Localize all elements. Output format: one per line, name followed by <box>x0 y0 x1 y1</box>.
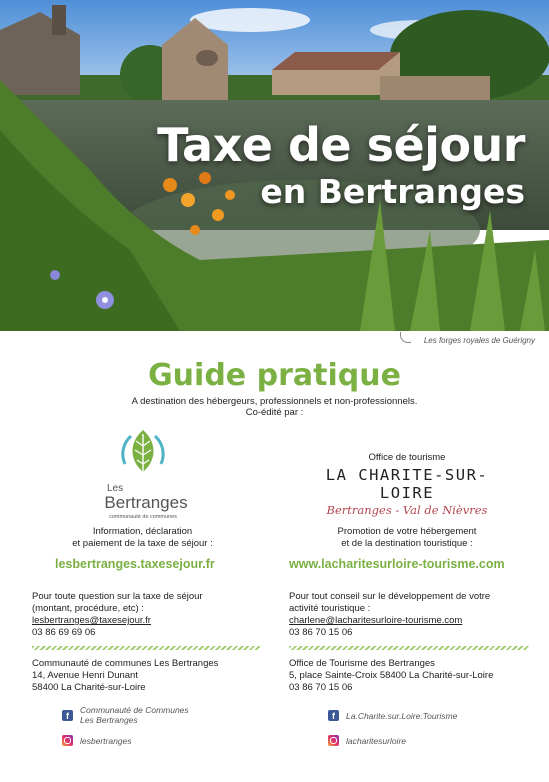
left-contact <box>32 591 272 639</box>
facebook-icon: f <box>328 710 339 721</box>
left-email-link[interactable]: lesbertranges@taxesejour.fr <box>32 615 151 626</box>
office-tourisme-subtitle: Bertranges - Val de Nièvres <box>326 503 488 517</box>
right-phone: 03 86 70 15 06 <box>289 627 353 638</box>
left-intro-line1: Information, déclaration <box>92 526 193 537</box>
left-question-line2: (montant, procédure, etc) : <box>32 603 144 614</box>
left-address-line2: 14, Avenue Henri Dunant <box>32 670 138 681</box>
left-facebook-line1: Communauté de Communes <box>80 705 189 715</box>
right-address <box>289 658 539 694</box>
instagram-icon <box>62 735 73 746</box>
guide-subtitle <box>0 396 549 418</box>
left-website-link[interactable]: lesbertranges.taxesejour.fr <box>55 557 215 571</box>
instagram-icon <box>328 735 339 746</box>
left-divider <box>32 646 260 650</box>
bertranges-name: Bertranges <box>104 493 188 512</box>
bertranges-wordmark <box>101 484 191 511</box>
right-address-line1: Office de Tourisme des Bertranges <box>289 658 435 669</box>
left-address <box>32 658 272 694</box>
photo-caption: Les forges royales de Guérigny <box>423 336 535 345</box>
caption-pointer <box>400 332 411 343</box>
left-address-line1: Communauté de communes Les Bertranges <box>32 658 219 669</box>
hero-title-line2: en Bertranges <box>260 172 525 211</box>
left-facebook-line2: Les Bertranges <box>80 715 138 725</box>
left-instagram-label: lesbertranges <box>80 735 132 746</box>
right-question-line1: Pour tout conseil sur le développement de votre <box>289 591 491 602</box>
left-address-line3: 58400 La Charité-sur-Loire <box>32 682 146 693</box>
left-question-line1: Pour toute question sur la taxe de séjour <box>32 591 203 602</box>
right-intro <box>300 526 514 550</box>
guide-subtitle-line2: Co-édité par : <box>245 407 304 418</box>
office-tourisme-label: Office de tourisme <box>368 452 446 463</box>
bertranges-leaf-icon <box>93 424 193 484</box>
facebook-icon: f <box>62 710 73 721</box>
bertranges-les: Les <box>107 483 124 494</box>
left-instagram-link[interactable] <box>62 735 132 746</box>
hero-photo <box>0 0 549 331</box>
right-facebook-label: La.Charite.sur.Loire.Tourisme <box>346 710 458 721</box>
right-divider <box>289 646 529 650</box>
hero-title-line1: Taxe de séjour <box>157 118 525 172</box>
right-website-link[interactable]: www.lacharitesurloire-tourisme.com <box>289 557 505 571</box>
right-address-line3: 03 86 70 15 06 <box>289 682 353 693</box>
left-phone: 03 86 69 69 06 <box>32 627 96 638</box>
bertranges-tagline: communauté de communes <box>109 514 177 520</box>
right-facebook-link[interactable] <box>328 710 457 721</box>
office-tourisme-city: LA CHARITE-SUR-LOIRE <box>325 466 489 502</box>
guide-title: Guide pratique <box>148 358 401 393</box>
right-instagram-label: lacharitesurloire <box>346 735 406 746</box>
right-question-line2: activité touristique : <box>289 603 371 614</box>
right-email-link[interactable]: charlene@lacharitesurloire-tourisme.com <box>289 615 463 626</box>
guide-subtitle-line1: A destination des hébergeurs, professionnels et non-professionnels. <box>131 396 418 407</box>
right-intro-line2: et de la destination touristique : <box>341 538 473 549</box>
left-facebook-link[interactable] <box>62 705 189 725</box>
right-address-line2: 5, place Sainte-Croix 58400 La Charité-sur-Loire <box>289 670 494 681</box>
right-instagram-link[interactable] <box>328 735 406 746</box>
left-facebook-label <box>80 705 189 725</box>
right-contact <box>289 591 529 639</box>
office-tourisme-logo <box>300 452 514 517</box>
bertranges-logo <box>93 424 193 520</box>
hero-title <box>157 118 525 212</box>
left-intro <box>40 526 245 550</box>
left-intro-line2: et paiement de la taxe de séjour : <box>72 538 213 549</box>
right-intro-line1: Promotion de votre hébergement <box>337 526 477 537</box>
